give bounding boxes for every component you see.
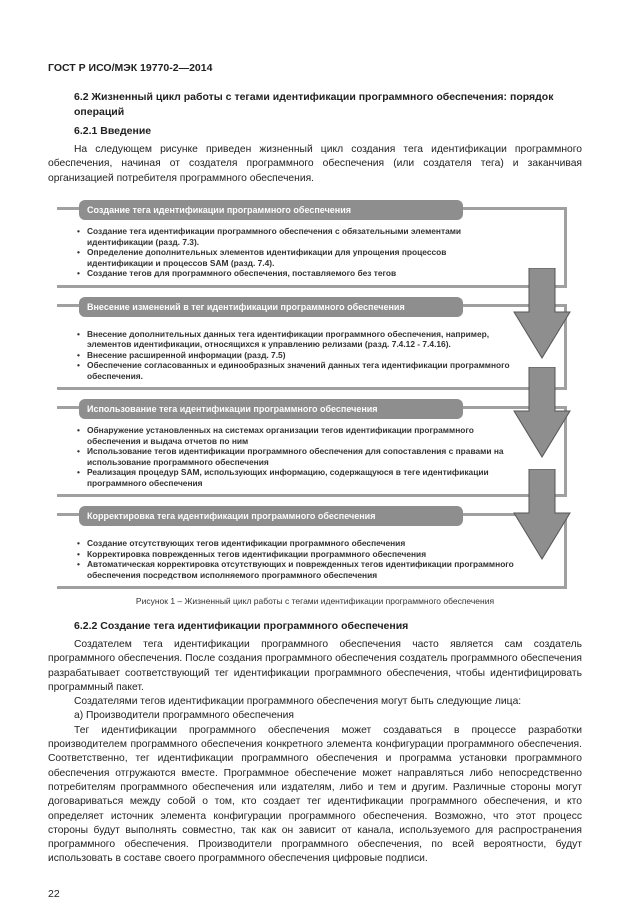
stage-item: • Определение дополнительных элементов идентификации для упрощения процессов идентификации и процессов SAM (разд. 7.4). xyxy=(77,247,514,268)
stage-item: • Создание тега идентификации программного обеспечения с обязательными элементами идентификации (разд. 7.3). xyxy=(77,226,514,247)
stage-item: • Использование тегов идентификации программного обеспечения для сопоставления с правами на использование программного обеспечения xyxy=(77,446,514,467)
stage-box xyxy=(57,301,567,391)
paragraph: а) Производители программного обеспечения xyxy=(74,710,294,722)
stage-item: • Автоматическая корректировка отсутствующих и поврежденных тегов идентификации программного обеспечения посредством исполняемого программного обеспечения xyxy=(77,559,514,580)
intro-paragraph xyxy=(48,143,582,186)
figure-caption: Рисунок 1 – Жизненный цикл работы с тегами идентификации программного обеспечения xyxy=(135,596,495,606)
stage-item: • Внесение расширенной информации (разд. 7.5) xyxy=(77,350,514,361)
down-arrow-icon xyxy=(512,469,572,561)
subsection-title: 6.2.1 Введение xyxy=(74,125,152,137)
stage-item: • Обнаружение установленных на системах организации тегов идентификации программного обеспечения и выдача отчетов по ним xyxy=(77,425,514,446)
stage-items xyxy=(77,425,514,488)
stage-box xyxy=(57,513,567,589)
stage-title: Использование тега идентификации программного обеспечения xyxy=(79,399,463,419)
stage-title: Создание тега идентификации программного обеспечения xyxy=(79,200,463,220)
document-header: ГОСТ Р ИСО/МЭК 19770-2—2014 xyxy=(48,62,213,74)
stage-item: • Внесение дополнительных данных тега идентификации программного обеспечения, например, элементов идентификации, относящихся к управлению релизами (разд. 7.4.12 - 7.4.16). xyxy=(77,329,514,350)
stage-title: Корректировка тега идентификации программного обеспечения xyxy=(79,506,463,526)
down-arrow-icon xyxy=(512,268,572,360)
intro-text: На следующем рисунке приведен жизненный цикл создания тега идентификации программного обеспечения, начиная от создателя программного обеспечения (или создателя тега) и заканчивая организацией потребителя программного обеспечения. xyxy=(48,144,582,184)
stage-item: • Создание отсутствующих тегов идентификации программного обеспечения xyxy=(77,538,514,549)
lifecycle-figure xyxy=(0,207,630,589)
stage-box xyxy=(57,406,567,497)
stage-box xyxy=(57,207,567,288)
paragraph: Тег идентификации программного обеспечения может создаваться в процессе разработки производителем программного обеспечения конкретного элемента конфигурации программного обеспечения. Соответственно, тег идентификации программного обеспечения и программа установки программного обеспечения отгружаются вместе. Программное обеспечение может направляться либо непосредственно потребителям программного обеспечения или издателям, либо и тем и другим. Различные стороны могут договариваться между собой о том, кто создает тег идентификации программного обеспечения, и кто определяет источник элемента конфигурации программного обеспечения. Возможно, что этот процесс стороны будут выполнять совместно, так как он зависит от канала, используемого для распространения программного обеспечения. Производители программного обеспечения, по всей вероятности, будут использовать в составе своего программного обеспечения цифровые подписи. xyxy=(48,724,582,865)
main-flow xyxy=(0,207,630,867)
stage-items xyxy=(77,226,514,279)
paragraph: Создателем тега идентификации программного обеспечения часто является сам создатель программного обеспечения. После создания программного обеспечения создатель программного обеспечения разрабатывает соответствующий тег идентификации программного обеспечения, чтобы идентифицировать программный пакет. xyxy=(48,639,582,693)
stage-items xyxy=(77,329,514,382)
stage-items xyxy=(77,538,514,580)
paragraph: Создателями тегов идентификации программного обеспечения могут быть следующие лица: xyxy=(74,696,522,708)
stage-item: • Корректировка поврежденных тегов идентификации программного обеспечения xyxy=(77,549,514,560)
body-text xyxy=(48,638,582,867)
stage-item: • Реализация процедур SAM, использующих информацию, содержащуюся в теге идентификации программного обеспечения xyxy=(77,467,514,488)
subsection-title: 6.2.2 Создание тега идентификации программного обеспечения xyxy=(74,620,409,632)
stage-item: • Обеспечение согласованных и единообразных значений данных тега идентификации программного обеспечения. xyxy=(77,360,514,381)
page-number: 22 xyxy=(48,888,60,900)
section-title: 6.2 Жизненный цикл работы с тегами идентификации программного обеспечения: порядок операций xyxy=(74,91,554,118)
down-arrow-icon xyxy=(512,367,572,459)
stage-title: Внесение изменений в тег идентификации программного обеспечения xyxy=(79,297,463,317)
stage-item: • Создание тегов для программного обеспечения, поставляемого без тегов xyxy=(77,268,514,279)
